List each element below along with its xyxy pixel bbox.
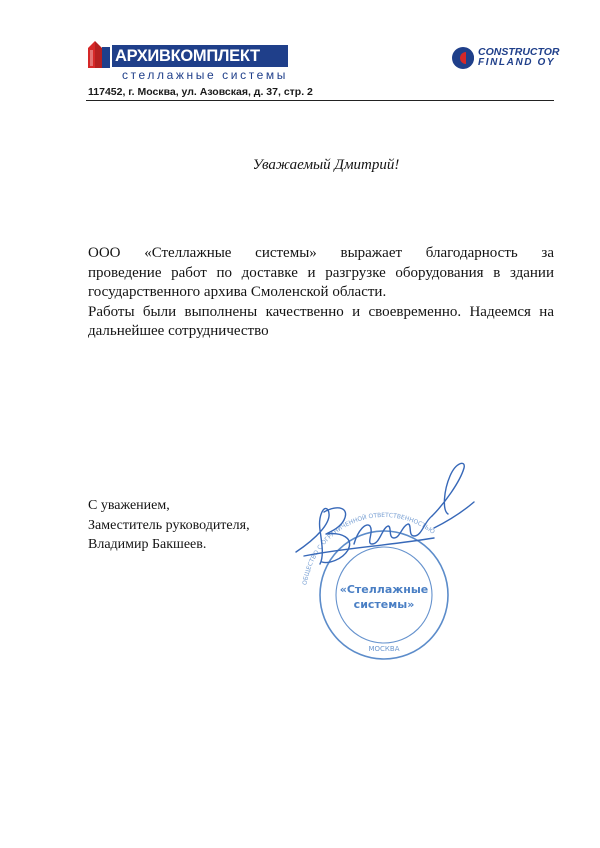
paragraph-2-line-2: дальнейшее сотрудничество <box>88 323 269 340</box>
seal-center-line-2: системы» <box>353 598 415 611</box>
seal-center-line-1: «Стеллажные <box>339 583 429 596</box>
company-name: АРХИВКОМПЛЕКТ <box>112 45 288 67</box>
signoff-name: Владимир Бакшеев. <box>88 537 207 552</box>
company-logo <box>88 38 288 84</box>
paragraph-1-line-2: проведение работ по доставке и разгрузке оборудования в здании <box>88 264 554 281</box>
seal-bottom-text: МОСКВА <box>368 645 400 653</box>
partner-name: CONSTRUCTOR <box>478 46 560 58</box>
company-tagline: стеллажные системы <box>121 68 288 82</box>
paragraph-2-line-1: Работы были выполнены качественно и своевременно. Надеемся на <box>88 303 554 320</box>
signoff-closing: С уважением, <box>88 498 170 513</box>
paragraph-1-line-3: государственного архива Смоленской области. <box>88 284 387 301</box>
building-logo-icon <box>88 38 110 68</box>
stamp-and-signature <box>284 452 484 662</box>
paragraph-1-line-1: ООО «Стеллажные системы» выражает благодарность за <box>88 245 554 261</box>
signoff-position: Заместитель руководителя, <box>88 517 250 533</box>
signoff-block <box>88 496 250 555</box>
company-address: 117452, г. Москва, ул. Азовская, д. 37, стр. 2 <box>88 86 313 98</box>
partner-subtitle: FINLAND OY <box>478 57 556 68</box>
partner-logo <box>452 46 562 72</box>
header-divider <box>86 100 554 101</box>
company-seal-icon <box>302 512 448 659</box>
letter-body <box>88 244 554 342</box>
letter-greeting: Уважаемый Дмитрий! <box>252 157 400 173</box>
seal-ring-text: ОБЩЕСТВО С ОГРАНИЧЕННОЙ ОТВЕТСТВЕННОСТЬЮ <box>301 511 436 586</box>
constructor-logo-icon <box>452 47 474 69</box>
